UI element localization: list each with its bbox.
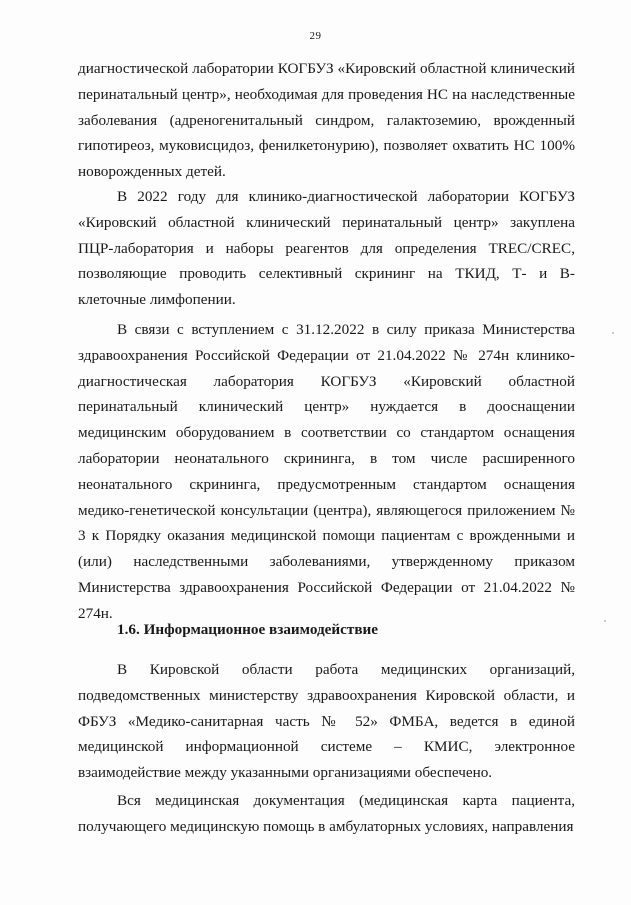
paragraph-text: В связи с вступлением с 31.12.2022 в силу приказа Министерства здравоохранения Российской Федерации от 21.04.2022 № 274н клинико-диагностическая лаборатория КОГБУЗ «Кировский областной перинатальный клинический центр» нуждается в дооснащении медицинским оборудованием в соответствии со стандартом оснащения лаборатории неонатального скрининга, в том числе расширенного неонатального скрининга, предусмотренным стандартом оснащения медико-генетической консультации (центра), являющегося приложением № 3 к Порядку оказания медицинской помощи пациентам с врожденными и (или) наследственными заболеваниями, утвержденному приказом Министерства здравоохранения Российской Федерации от 21.04.2022 № 274н. [78, 321, 575, 622]
paragraph-text: Вся медицинская документация (медицинская карта пациента, получающего медицинскую помощь в амбулаторных условиях, направления [78, 792, 575, 835]
scan-artifact [612, 332, 614, 334]
paragraph-information-system [78, 657, 575, 786]
paragraph-continuation [78, 56, 575, 185]
paragraph-medical-documentation [78, 788, 575, 840]
page-number: 29 [309, 30, 322, 42]
section-heading: 1.6. Информационное взаимодействие [117, 621, 379, 638]
scan-artifact [604, 620, 606, 622]
paragraph-pcr-laboratory [78, 184, 575, 313]
paragraph-text: В Кировской области работа медицинских организаций, подведомственных министерству здравоохранения Кировской области, и ФБУЗ «Медико-санитарная часть № 52» ФМБА, ведется в единой медицинской информационной системе – КМИС, электронное взаимодействие между указанными организациями обеспечено. [78, 661, 575, 782]
paragraph-text: В 2022 году для клинико-диагностической лаборатории КОГБУЗ «Кировский областной клинический перинатальный центр» закуплена ПЦР-лаборатория и наборы реагентов для определения TREC/CREC, позволяющие проводить селективный скрининг на ТКИД, Т- и В- клеточные лимфопении. [78, 188, 575, 309]
paragraph-text: диагностической лаборатории КОГБУЗ «Кировский областной клинический перинатальный центр», необходимая для проведения НС на наследственные заболевания (адреногенитальный синдром, галактоземию, врожденный гипотиреоз, муковисцидоз, фенилкетонурию), позволяет охватить НС 100% новорожденных детей. [78, 60, 575, 181]
paragraph-equipment-needs [78, 317, 575, 627]
